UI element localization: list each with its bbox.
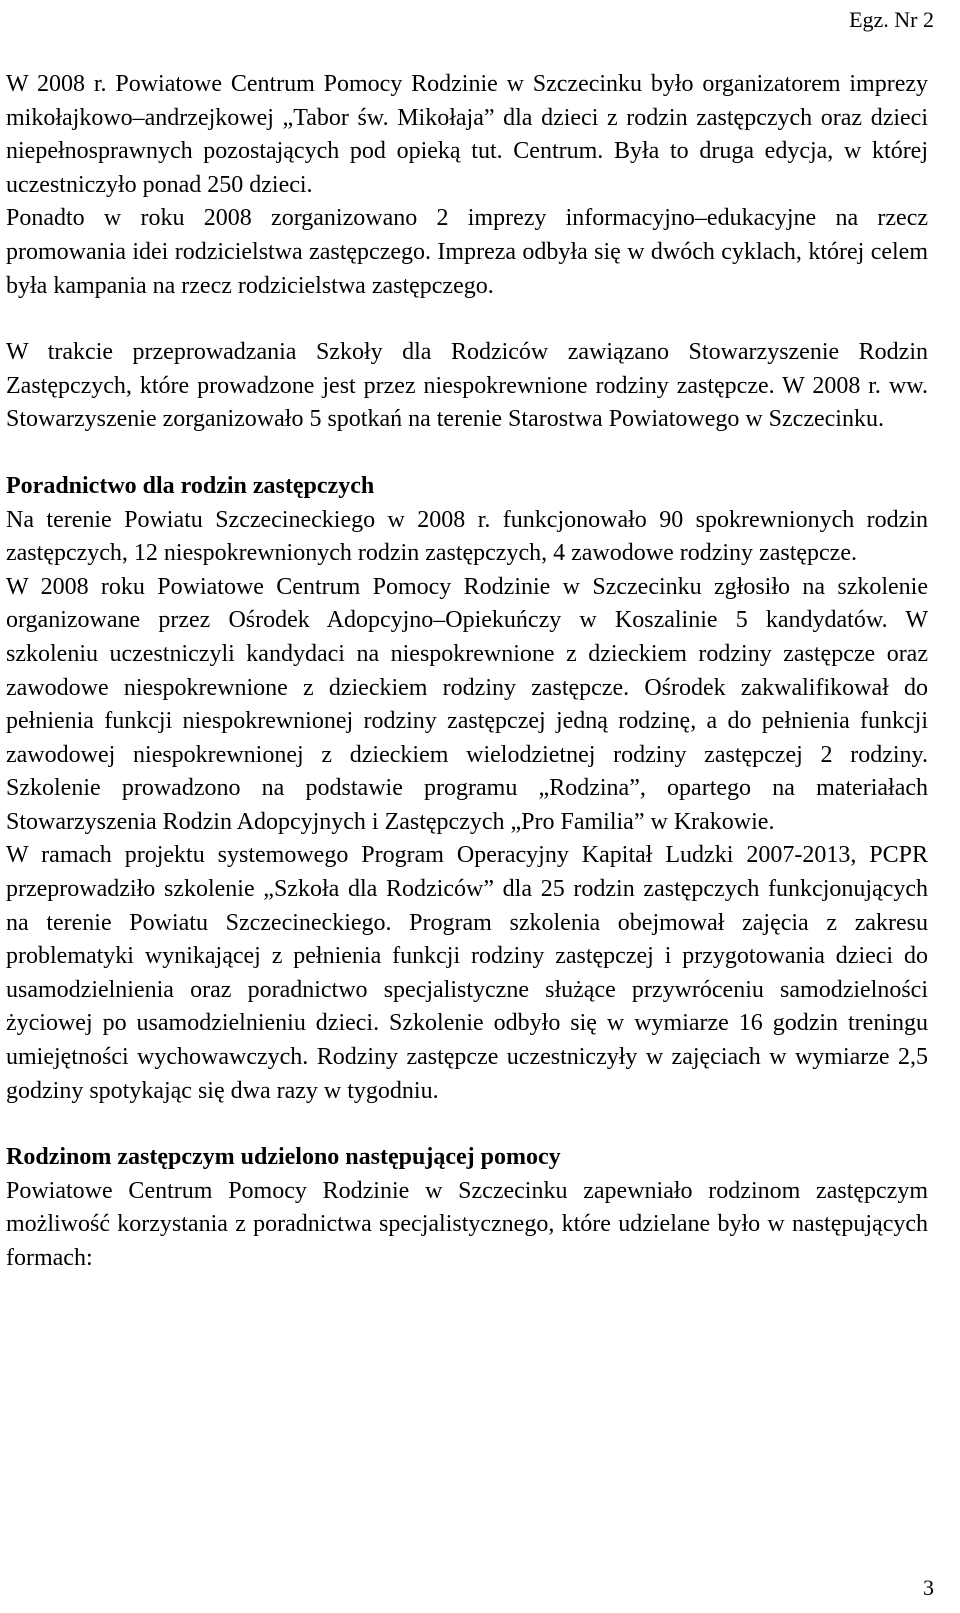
paragraph-family-counts: Na terenie Powiatu Szczecineckiego w 2008 r. funkcjonowało 90 spokrewnionych rodzin zastępczych, 12 niespokrewnionych rodzin zastępczych, 4 zawodowe rodziny zastępcze. <box>6 506 928 567</box>
paragraph-tabor-event: W 2008 r. Powiatowe Centrum Pomocy Rodzinie w Szczecinku było organizatorem imprezy mikołajkowo–andrzejkowej „Tabor św. Mikołaja” dla dzieci z rodzin zastępczych oraz dzieci niepełnosprawnych pozostających pod opieką tut. Centrum. Była to druga edycja, w której uczestniczyło ponad 250 dzieci. <box>6 71 928 198</box>
paragraph-spacer <box>6 1108 928 1141</box>
copy-number-label: Egz. Nr 2 <box>849 7 934 32</box>
section-heading-assistance: Rodzinom zastępczym udzielono następującej pomocy <box>6 1144 561 1171</box>
paragraph-specialist-counseling: Powiatowe Centrum Pomocy Rodzinie w Szczecinku zapewniało rodzinom zastępczym możliwość korzystania z poradnictwa specjalistycznego, które udzielane było w następujących formach: <box>6 1177 928 1271</box>
paragraph-training-koszalin: W 2008 roku Powiatowe Centrum Pomocy Rodzinie w Szczecinku zgłosiło na szkolenie organizowane przez Ośrodek Adopcyjno–Opiekuńczy w Koszalinie 5 kandydatów. W szkoleniu uczestniczyli kandydaci na niespokrewnione z dzieckiem rodziny zastępcze oraz zawodowe niespokrewnione z dzieckiem rodziny zastępcze. Ośrodek zakwalifikował do pełnienia funkcji niespokrewnionej rodziny zastępczej jedną rodzinę, a do pełnienia funkcji zawodowej niespokrewnionej z dzieckiem wielodzietnej rodziny zastępczej 2 rodziny. Szkolenie prowadzono na podstawie programu „Rodzina”, opartego na materiałach Stowarzyszenia Rodzin Adopcyjnych i Zastępczych „Pro Familia” w Krakowie. <box>6 573 928 835</box>
paragraph-info-events: Ponadto w roku 2008 zorganizowano 2 imprezy informacyjno–edukacyjne na rzecz promowania idei rodzicielstwa zastępczego. Impreza odbyła się w dwóch cyklach, której celem była kampania na rzecz rodzicielstwa zastępczego. <box>6 205 928 299</box>
paragraph-spacer <box>6 437 928 470</box>
paragraph-spacer <box>6 303 928 336</box>
section-heading-counseling: Poradnictwo dla rodzin zastępczych <box>6 472 375 499</box>
document-body <box>6 68 928 1276</box>
page-number: 3 <box>923 1575 934 1600</box>
paragraph-association: W trakcie przeprowadzania Szkoły dla Rodziców zawiązano Stowarzyszenie Rodzin Zastępczych, które prowadzone jest przez niespokrewnione rodziny zastępcze. W 2008 r. ww. Stowarzyszenie zorganizowało 5 spotkań na terenie Starostwa Powiatowego w Szczecinku. <box>6 339 928 433</box>
paragraph-pokl-project: W ramach projektu systemowego Program Operacyjny Kapitał Ludzki 2007-2013, PCPR przeprowadziło szkolenie „Szkoła dla Rodziców” dla 25 rodzin zastępczych funkcjonujących na terenie Powiatu Szczecineckiego. Program szkolenia obejmował zajęcia z zakresu problematyki wynikającej z pełnienia funkcji rodziny zastępczej i przygotowania dzieci do usamodzielnienia oraz poradnictwo specjalistyczne służące przywróceniu samodzielności życiowej po usamodzielnieniu dzieci. Szkolenie odbyło się w wymiarze 16 godzin treningu umiejętności wychowawczych. Rodziny zastępcze uczestniczyły w zajęciach w wymiarze 2,5 godziny spotykając się dwa razy w tygodniu. <box>6 842 928 1104</box>
